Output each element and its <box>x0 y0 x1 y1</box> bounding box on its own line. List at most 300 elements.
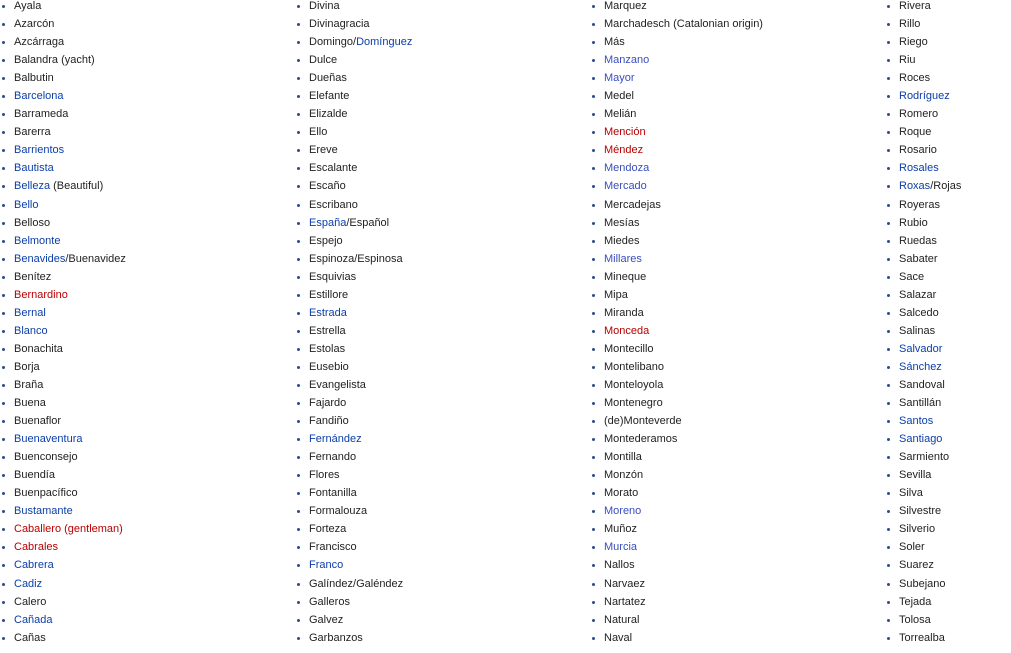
surname-list-item <box>590 15 763 33</box>
surname-list-item <box>590 214 763 232</box>
surname-text: Roque <box>899 126 932 139</box>
surname-list-item <box>295 232 412 250</box>
surname-text: /Buenavidez <box>65 252 126 265</box>
surname-list-item <box>885 123 961 141</box>
surname-list-item <box>0 141 126 159</box>
surname-text: Sarmiento <box>899 451 950 464</box>
surname-text: Borja <box>14 360 40 373</box>
surname-link[interactable]: Cadiz <box>14 577 43 590</box>
surname-list-item <box>590 466 763 484</box>
surname-list-item <box>0 232 126 250</box>
surname-text: Escribano <box>309 198 358 211</box>
surname-list-item <box>295 123 412 141</box>
surname-text: Monzón <box>604 469 644 482</box>
surname-text: Escalante <box>309 162 358 175</box>
surname-text: Formalouza <box>309 505 368 518</box>
surname-link[interactable]: Sánchez <box>899 360 942 373</box>
surname-text: Miranda <box>604 306 644 319</box>
surname-list-item <box>295 214 412 232</box>
surname-link[interactable]: Estrada <box>309 306 347 319</box>
surname-link[interactable]: Salvador <box>899 342 943 355</box>
surname-text: Naval <box>604 631 633 644</box>
surname-list-item <box>590 304 763 322</box>
surname-text: Subejano <box>899 577 946 590</box>
surname-text: Francisco <box>309 541 357 554</box>
surname-text: Silva <box>899 487 923 500</box>
surname-list-item <box>590 322 763 340</box>
surname-list-item <box>590 141 763 159</box>
surname-list-item <box>295 250 412 268</box>
missing-page-link[interactable]: Méndez <box>604 144 644 157</box>
surname-list-item <box>590 69 763 87</box>
surname-list-item <box>0 538 126 556</box>
surname-text: Flores <box>309 469 340 482</box>
surname-text: Sace <box>899 270 925 283</box>
surname-text: Eusebio <box>309 360 349 373</box>
surname-list-item <box>885 629 961 647</box>
surname-text: Divina <box>309 0 340 12</box>
surname-list-item <box>885 250 961 268</box>
surname-link[interactable]: Bello <box>14 198 39 211</box>
surname-text: Monteloyola <box>604 378 664 391</box>
surname-text: Roces <box>899 72 931 85</box>
surname-list-item <box>295 15 412 33</box>
surname-link[interactable]: Santos <box>899 415 934 428</box>
surname-list-item <box>885 611 961 629</box>
surname-link[interactable]: Rosales <box>899 162 939 175</box>
surname-list-item <box>295 430 412 448</box>
surname-link[interactable]: Bustamante <box>14 505 73 518</box>
surname-list-item <box>295 322 412 340</box>
surname-text: Romero <box>899 108 939 121</box>
surname-link[interactable]: Buenaventura <box>14 433 83 446</box>
surname-list-item <box>885 647 961 653</box>
surname-list-item <box>590 647 763 653</box>
surname-text: Marquez <box>604 0 647 12</box>
surname-text: Riu <box>899 54 916 67</box>
surname-list-item <box>295 286 412 304</box>
surname-list-item <box>885 141 961 159</box>
surname-list-item <box>0 286 126 304</box>
surname-list-item <box>885 15 961 33</box>
surname-list-item <box>590 196 763 214</box>
surname-text: Natural <box>604 613 640 626</box>
surname-list-item <box>885 0 961 15</box>
surname-text: Belloso <box>14 216 51 229</box>
surname-text: Nallos <box>604 559 635 572</box>
surname-text: Ayala <box>14 0 42 12</box>
surname-list-item <box>885 412 961 430</box>
surname-list-item <box>885 304 961 322</box>
surname-list-item <box>295 556 412 574</box>
surname-text: Sandoval <box>899 378 945 391</box>
surname-text: Mineque <box>604 270 647 283</box>
surname-text: Estolas <box>309 342 346 355</box>
surname-list-item <box>0 69 126 87</box>
surname-link[interactable]: Murcia <box>604 541 638 554</box>
surname-text: Montenegro <box>604 397 663 410</box>
surname-text: Galíndez/Galéndez <box>309 577 404 590</box>
surname-list-item <box>0 33 126 51</box>
missing-page-link[interactable]: Cabrales <box>14 541 59 554</box>
surname-link[interactable]: Belmonte <box>14 234 61 247</box>
surname-text: Tejada <box>899 595 932 608</box>
surname-list-item <box>295 538 412 556</box>
surname-list-item <box>885 159 961 177</box>
surname-list-item <box>0 196 126 214</box>
missing-page-link[interactable]: Mención <box>604 126 646 139</box>
surname-text: Elizalde <box>309 108 348 121</box>
surname-text: Silverio <box>899 523 936 536</box>
surname-list-item <box>0 629 126 647</box>
surname-list-item <box>295 340 412 358</box>
surname-list-item <box>0 520 126 538</box>
surname-list-item <box>885 232 961 250</box>
surname-list-item <box>885 430 961 448</box>
surname-list-item <box>590 376 763 394</box>
surname-list-item <box>590 340 763 358</box>
surname-list-item <box>295 647 412 653</box>
surname-text: Divinagracia <box>309 18 370 31</box>
surname-text: Dueñas <box>309 72 347 85</box>
surname-link[interactable]: Rodríguez <box>899 90 950 103</box>
surname-text: Balbutin <box>14 72 54 85</box>
surname-list-item <box>0 15 126 33</box>
surname-text: Cañas <box>14 631 46 644</box>
surname-text: Narvaez <box>604 577 645 590</box>
surname-link[interactable]: España <box>309 216 347 229</box>
missing-page-link[interactable]: Bernardino <box>14 288 68 301</box>
surname-link[interactable]: Domínguez <box>356 36 413 49</box>
surname-link[interactable]: Roxas <box>899 180 931 193</box>
surname-text: Domingo/ <box>309 36 357 49</box>
surname-list-item <box>0 593 126 611</box>
surname-text: Nartatez <box>604 595 646 608</box>
surname-link[interactable]: Manzano <box>604 54 650 67</box>
surname-list-item <box>295 159 412 177</box>
surname-list-item <box>885 268 961 286</box>
surname-list-item <box>295 196 412 214</box>
surname-list-item <box>0 647 126 653</box>
surname-list-item <box>0 268 126 286</box>
surname-list-item <box>885 51 961 69</box>
surname-text: Barrameda <box>14 108 69 121</box>
surname-link[interactable]: Blanco <box>14 324 48 337</box>
surname-list-item <box>0 466 126 484</box>
surname-list-item <box>885 214 961 232</box>
surname-list-item <box>885 286 961 304</box>
surname-list-item <box>295 177 412 195</box>
surname-list-item <box>295 87 412 105</box>
surname-link[interactable]: Cabrera <box>14 559 54 572</box>
surname-text: Benítez <box>14 270 52 283</box>
surname-list-item <box>885 105 961 123</box>
surname-text: Santillán <box>899 397 942 410</box>
surname-text: Melián <box>604 108 637 121</box>
surname-text: Estrella <box>309 324 346 337</box>
surname-list-item <box>295 484 412 502</box>
surname-text: Elefante <box>309 90 350 103</box>
surname-list-item <box>885 69 961 87</box>
surname-text: Montilla <box>604 451 642 464</box>
surname-list-item <box>590 268 763 286</box>
surname-text: (de)Monteverde <box>604 415 682 428</box>
surname-list-item <box>885 556 961 574</box>
surname-list-item <box>590 33 763 51</box>
surname-list-item <box>590 412 763 430</box>
surname-list-item <box>0 214 126 232</box>
surname-text: Muñoz <box>604 523 638 536</box>
surname-text: Dulce <box>309 54 338 67</box>
missing-page-link[interactable]: Caballero (gentleman) <box>14 523 123 536</box>
surname-list-item <box>885 87 961 105</box>
surname-text: Mipa <box>604 288 628 301</box>
surname-list-item <box>0 575 126 593</box>
surname-list-item <box>0 0 126 15</box>
surname-text: /Español <box>346 216 390 229</box>
surname-list-item <box>590 0 763 15</box>
surname-text: Sevilla <box>899 469 932 482</box>
surname-text: Esquivias <box>309 270 357 283</box>
surname-text: Rubio <box>899 216 928 229</box>
surname-list-item <box>295 358 412 376</box>
surname-text: Evangelista <box>309 378 366 391</box>
surname-list-item <box>295 376 412 394</box>
surname-list-item <box>885 196 961 214</box>
surname-list-item <box>885 448 961 466</box>
surname-list-item <box>295 466 412 484</box>
surname-text: Más <box>604 36 625 49</box>
surname-text: Mercadejas <box>604 198 661 211</box>
surname-text: Salinas <box>899 324 936 337</box>
surname-text: Fajardo <box>309 397 347 410</box>
surname-text: Montecillo <box>604 342 654 355</box>
surname-list-item <box>885 358 961 376</box>
surname-link[interactable]: Bernal <box>14 306 46 319</box>
missing-page-link[interactable]: Monceda <box>604 324 650 337</box>
surname-text: Forteza <box>309 523 347 536</box>
surname-list-item <box>295 629 412 647</box>
surname-text: Fandiño <box>309 415 349 428</box>
surname-list-item <box>0 484 126 502</box>
surname-list-item <box>885 177 961 195</box>
surname-link[interactable]: Bautista <box>14 162 54 175</box>
surname-column-2 <box>295 0 412 653</box>
surname-text: Galleros <box>309 595 350 608</box>
surname-list-item <box>885 484 961 502</box>
surname-list-item <box>590 520 763 538</box>
surname-list-item <box>0 556 126 574</box>
surname-list-item <box>590 611 763 629</box>
surname-column-4 <box>885 0 961 653</box>
surname-list-item <box>295 268 412 286</box>
surname-text: Ruedas <box>899 234 937 247</box>
surname-link[interactable]: Cañada <box>14 613 53 626</box>
surname-link[interactable]: Belleza <box>14 180 51 193</box>
surname-list-item <box>0 502 126 520</box>
surname-link[interactable]: Millares <box>604 252 642 265</box>
surname-list-item <box>590 629 763 647</box>
surname-list-item <box>0 177 126 195</box>
surname-text: Espinoza/Espinosa <box>309 252 403 265</box>
surname-list-item <box>590 123 763 141</box>
surname-list-item <box>885 466 961 484</box>
surname-link[interactable]: Fernández <box>309 433 362 446</box>
surname-list-item <box>0 304 126 322</box>
surname-list-item <box>885 520 961 538</box>
surname-text: Medel <box>604 90 634 103</box>
surname-text: /Rojas <box>930 180 962 193</box>
surname-list-item <box>0 322 126 340</box>
surname-text: Buendía <box>14 469 55 482</box>
surname-list-item <box>590 448 763 466</box>
surname-text: Buenconsejo <box>14 451 78 464</box>
surname-text: Salazar <box>899 288 937 301</box>
surname-text: Rillo <box>899 18 921 31</box>
surname-list-item <box>0 448 126 466</box>
surname-list-item <box>0 430 126 448</box>
surname-list-item <box>295 611 412 629</box>
surname-list-item <box>885 322 961 340</box>
surname-text: Torrealba <box>899 631 945 644</box>
surname-list-item <box>885 376 961 394</box>
surname-list-item <box>295 69 412 87</box>
surname-list-item <box>0 376 126 394</box>
surname-text: (Beautiful) <box>50 180 104 193</box>
surname-list-item <box>590 394 763 412</box>
surname-column-1 <box>0 0 126 653</box>
surname-text: Escaño <box>309 180 346 193</box>
surname-text: Estillore <box>309 288 349 301</box>
surname-list-item <box>0 159 126 177</box>
surname-list-item <box>590 575 763 593</box>
surname-text: Montelibano <box>604 360 664 373</box>
surname-text: Ereve <box>309 144 338 157</box>
surname-text: Morato <box>604 487 639 500</box>
surname-list-item <box>590 177 763 195</box>
surname-link[interactable]: Barcelona <box>14 90 64 103</box>
surname-text: Ello <box>309 126 328 139</box>
surname-text: Montederamos <box>604 433 678 446</box>
surname-list-item <box>295 448 412 466</box>
surname-list-item <box>295 575 412 593</box>
surname-list-item <box>590 51 763 69</box>
surname-list-item <box>590 87 763 105</box>
surname-list-item <box>885 394 961 412</box>
surname-list-item <box>885 538 961 556</box>
surname-link[interactable]: Mendoza <box>604 162 650 175</box>
surname-list-item <box>295 502 412 520</box>
surname-text: Soler <box>899 541 925 554</box>
surname-list-item <box>0 87 126 105</box>
surname-text: Tolosa <box>899 613 931 626</box>
surname-list-item <box>0 123 126 141</box>
surname-list-item <box>295 394 412 412</box>
surname-list-item <box>885 340 961 358</box>
surname-list-item <box>590 593 763 611</box>
surname-text: Fontanilla <box>309 487 357 500</box>
surname-list-item <box>590 232 763 250</box>
surname-list-item <box>0 51 126 69</box>
surname-link[interactable]: Benavides <box>14 252 66 265</box>
surname-list-item <box>590 538 763 556</box>
surname-list-item <box>885 575 961 593</box>
surname-text: Azarcón <box>14 18 55 31</box>
surname-text: Galvez <box>309 613 344 626</box>
surname-link[interactable]: Barrientos <box>14 144 65 157</box>
surname-list-item <box>295 105 412 123</box>
surname-text: Buenaflor <box>14 415 62 428</box>
surname-list-item <box>0 412 126 430</box>
surname-text: Espejo <box>309 234 343 247</box>
surname-text: Riego <box>899 36 928 49</box>
surname-text: Silvestre <box>899 505 942 518</box>
surname-text: Bonachita <box>14 342 63 355</box>
surname-text: Sabater <box>899 252 938 265</box>
surname-list-item <box>0 611 126 629</box>
surname-text: Suarez <box>899 559 934 572</box>
surname-list-item <box>590 502 763 520</box>
surname-list-item <box>0 250 126 268</box>
surname-list-item <box>295 0 412 15</box>
surname-link[interactable]: Mayor <box>604 72 635 85</box>
surname-text: Buena <box>14 397 46 410</box>
surname-list-item <box>590 484 763 502</box>
surname-list-item <box>295 593 412 611</box>
surname-text: Salcedo <box>899 306 939 319</box>
surname-link[interactable]: Mercado <box>604 180 647 193</box>
surname-list-item <box>590 430 763 448</box>
surname-list-item <box>590 250 763 268</box>
surname-link[interactable]: Franco <box>309 559 344 572</box>
surname-column-3 <box>590 0 763 653</box>
surname-list-item <box>295 304 412 322</box>
surname-list-item <box>0 394 126 412</box>
surname-text: Rivera <box>899 0 931 12</box>
surname-text: Mesías <box>604 216 640 229</box>
surname-list-item <box>885 593 961 611</box>
surname-list-item <box>295 412 412 430</box>
surname-text: Royeras <box>899 198 940 211</box>
surname-list-item <box>590 556 763 574</box>
surname-list-item <box>0 358 126 376</box>
surname-text: Braña <box>14 378 44 391</box>
surname-text: Calero <box>14 595 47 608</box>
surname-list-item <box>885 502 961 520</box>
surname-text: Buenpacífico <box>14 487 78 500</box>
surname-text: Garbanzos <box>309 631 363 644</box>
surname-text: Fernando <box>309 451 357 464</box>
surname-text: Balandra (yacht) <box>14 54 95 67</box>
surname-list-item <box>590 159 763 177</box>
surname-list-item <box>590 358 763 376</box>
surname-list-item <box>590 286 763 304</box>
surname-list-item <box>295 141 412 159</box>
surname-text: Rosario <box>899 144 937 157</box>
surname-text: Azcárraga <box>14 36 65 49</box>
surname-text: Miedes <box>604 234 640 247</box>
surname-list-item <box>295 33 412 51</box>
surname-list-item <box>0 340 126 358</box>
surname-link[interactable]: Santiago <box>899 433 943 446</box>
surname-list-item <box>885 33 961 51</box>
surname-list-item <box>0 105 126 123</box>
surname-list-item <box>295 51 412 69</box>
surname-text: Barerra <box>14 126 51 139</box>
surname-list-item <box>295 520 412 538</box>
surname-list-item <box>590 105 763 123</box>
surname-link[interactable]: Moreno <box>604 505 642 518</box>
